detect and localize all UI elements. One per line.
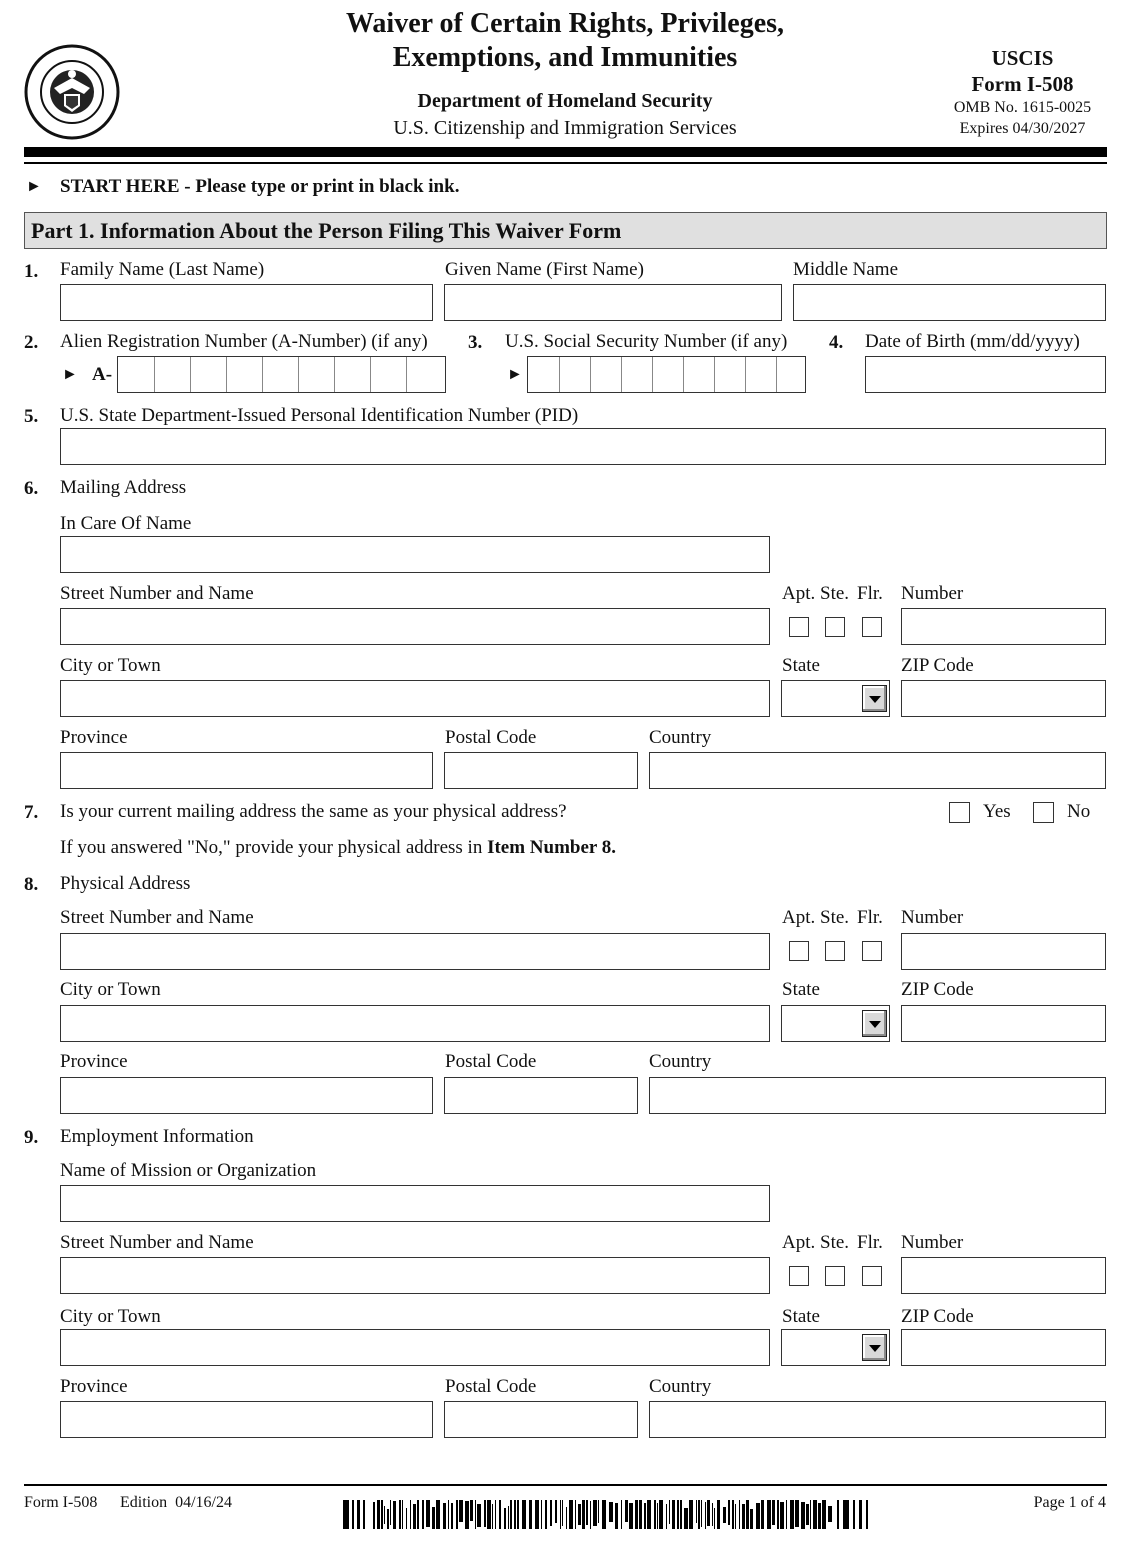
mailing-flr-checkbox[interactable] bbox=[862, 617, 882, 637]
physical-street-field[interactable] bbox=[60, 933, 770, 970]
mailing-city-label: City or Town bbox=[60, 655, 161, 676]
mailing-postal-field[interactable] bbox=[444, 752, 638, 789]
employer-state-select[interactable] bbox=[781, 1329, 890, 1366]
same-address-yes-checkbox[interactable] bbox=[949, 802, 970, 823]
a-number-label: Alien Registration Number (A-Number) (if any) bbox=[60, 331, 428, 352]
item-7-number: 7. bbox=[24, 802, 39, 823]
item-5-number: 5. bbox=[24, 406, 39, 427]
a-number-field[interactable] bbox=[117, 356, 446, 393]
dob-field[interactable] bbox=[865, 356, 1106, 393]
ssn-field[interactable] bbox=[527, 356, 806, 393]
physical-address-label: Physical Address bbox=[60, 873, 191, 894]
employer-zip-label: ZIP Code bbox=[901, 1306, 974, 1327]
physical-ste-label: Ste. bbox=[820, 907, 850, 928]
same-address-yes-label: Yes bbox=[983, 801, 1011, 822]
barcode bbox=[343, 1500, 870, 1529]
employer-ste-label: Ste. bbox=[820, 1232, 850, 1253]
middle-name-field[interactable] bbox=[793, 284, 1106, 321]
mailing-ste-checkbox[interactable] bbox=[825, 617, 845, 637]
organization-label: Name of Mission or Organization bbox=[60, 1160, 317, 1181]
part1-header bbox=[24, 212, 1107, 249]
start-arrow-icon: ► bbox=[26, 178, 42, 195]
header-rule-thin bbox=[24, 162, 1107, 164]
physical-city-label: City or Town bbox=[60, 979, 161, 1000]
chevron-down-icon[interactable] bbox=[862, 1010, 887, 1037]
footer-page-number: Page 1 of 4 bbox=[1033, 1494, 1106, 1511]
same-address-no-checkbox[interactable] bbox=[1033, 802, 1054, 823]
physical-postal-field[interactable] bbox=[444, 1077, 638, 1114]
start-here-text: START HERE - Please type or print in black ink. bbox=[60, 176, 460, 197]
mailing-country-label: Country bbox=[649, 727, 712, 748]
mailing-number-field[interactable] bbox=[901, 608, 1106, 645]
omb-number: OMB No. 1615-0025 bbox=[953, 99, 1092, 116]
physical-ste-checkbox[interactable] bbox=[825, 941, 845, 961]
physical-flr-checkbox[interactable] bbox=[862, 941, 882, 961]
same-address-question: Is your current mailing address the same as your physical address? bbox=[60, 801, 567, 822]
mailing-state-label: State bbox=[782, 655, 820, 676]
physical-zip-label: ZIP Code bbox=[901, 979, 974, 1000]
mailing-zip-label: ZIP Code bbox=[901, 655, 974, 676]
employer-city-label: City or Town bbox=[60, 1306, 161, 1327]
mailing-ste-label: Ste. bbox=[820, 583, 850, 604]
mailing-street-field[interactable] bbox=[60, 608, 770, 645]
employment-info-label: Employment Information bbox=[60, 1126, 254, 1147]
physical-number-label: Number bbox=[901, 907, 964, 928]
physical-postal-label: Postal Code bbox=[445, 1051, 537, 1072]
mailing-apt-checkbox[interactable] bbox=[789, 617, 809, 637]
employer-ste-checkbox[interactable] bbox=[825, 1266, 845, 1286]
employer-number-label: Number bbox=[901, 1232, 964, 1253]
organization-field[interactable] bbox=[60, 1185, 770, 1222]
mailing-address-label: Mailing Address bbox=[60, 477, 187, 498]
employer-street-field[interactable] bbox=[60, 1257, 770, 1294]
mailing-province-field[interactable] bbox=[60, 752, 433, 789]
mailing-country-field[interactable] bbox=[649, 752, 1106, 789]
expiration-date: Expires 04/30/2027 bbox=[959, 120, 1086, 137]
physical-state-label: State bbox=[782, 979, 820, 1000]
given-name-label: Given Name (First Name) bbox=[445, 259, 644, 280]
item-6-number: 6. bbox=[24, 478, 39, 499]
chevron-down-icon[interactable] bbox=[862, 1334, 887, 1361]
family-name-field[interactable] bbox=[60, 284, 433, 321]
mailing-city-field[interactable] bbox=[60, 680, 770, 717]
physical-state-select[interactable] bbox=[781, 1005, 890, 1042]
employer-country-field[interactable] bbox=[649, 1401, 1106, 1438]
ssn-label: U.S. Social Security Number (if any) bbox=[505, 331, 788, 352]
uscis-label: USCIS bbox=[991, 46, 1054, 70]
employer-province-field[interactable] bbox=[60, 1401, 433, 1438]
physical-country-field[interactable] bbox=[649, 1077, 1106, 1114]
department-name: Department of Homeland Security bbox=[417, 90, 713, 112]
in-care-of-field[interactable] bbox=[60, 536, 770, 573]
employer-flr-label: Flr. bbox=[857, 1232, 883, 1253]
physical-apt-checkbox[interactable] bbox=[789, 941, 809, 961]
footer-form-id: Form I-508 bbox=[24, 1494, 98, 1511]
in-care-of-label: In Care Of Name bbox=[60, 513, 192, 534]
agency-name: U.S. Citizenship and Immigration Services bbox=[393, 117, 737, 139]
item-9-number: 9. bbox=[24, 1127, 39, 1148]
employer-zip-field[interactable] bbox=[901, 1329, 1106, 1366]
physical-city-field[interactable] bbox=[60, 1005, 770, 1042]
mailing-state-select[interactable] bbox=[781, 680, 890, 717]
pid-label: U.S. State Department-Issued Personal Identification Number (PID) bbox=[60, 405, 579, 426]
middle-name-label: Middle Name bbox=[793, 259, 899, 280]
form-title-line1: Waiver of Certain Rights, Privileges, bbox=[345, 8, 785, 39]
physical-apt-label: Apt. bbox=[782, 907, 816, 928]
chevron-down-icon[interactable] bbox=[862, 685, 887, 712]
dhs-seal bbox=[24, 44, 120, 140]
employer-state-label: State bbox=[782, 1306, 820, 1327]
item-3-number: 3. bbox=[468, 332, 483, 353]
a-number-arrow-icon: ► bbox=[62, 366, 78, 383]
employer-country-label: Country bbox=[649, 1376, 712, 1397]
employer-apt-checkbox[interactable] bbox=[789, 1266, 809, 1286]
physical-street-label: Street Number and Name bbox=[60, 907, 254, 928]
item-8-number: 8. bbox=[24, 874, 39, 895]
employer-postal-field[interactable] bbox=[444, 1401, 638, 1438]
mailing-postal-label: Postal Code bbox=[445, 727, 537, 748]
physical-flr-label: Flr. bbox=[857, 907, 883, 928]
dob-label: Date of Birth (mm/dd/yyyy) bbox=[865, 331, 1080, 352]
mailing-number-label: Number bbox=[901, 583, 964, 604]
physical-zip-field[interactable] bbox=[901, 1005, 1106, 1042]
mailing-street-label: Street Number and Name bbox=[60, 583, 254, 604]
employer-postal-label: Postal Code bbox=[445, 1376, 537, 1397]
employer-apt-label: Apt. bbox=[782, 1232, 816, 1253]
mailing-zip-field[interactable] bbox=[901, 680, 1106, 717]
family-name-label: Family Name (Last Name) bbox=[60, 259, 265, 280]
same-address-no-label: No bbox=[1067, 801, 1091, 822]
form-title-line2: Exemptions, and Immunities bbox=[392, 42, 738, 73]
mailing-province-label: Province bbox=[60, 727, 128, 748]
mailing-apt-label: Apt. bbox=[782, 583, 816, 604]
physical-number-field[interactable] bbox=[901, 933, 1106, 970]
part1-title: Part 1. Information About the Person Filing This Waiver Form bbox=[31, 218, 622, 243]
physical-province-field[interactable] bbox=[60, 1077, 433, 1114]
employer-number-field[interactable] bbox=[901, 1257, 1106, 1294]
employer-flr-checkbox[interactable] bbox=[862, 1266, 882, 1286]
employer-street-label: Street Number and Name bbox=[60, 1232, 254, 1253]
item-2-number: 2. bbox=[24, 332, 39, 353]
ssn-arrow-icon: ► bbox=[507, 366, 523, 383]
physical-country-label: Country bbox=[649, 1051, 712, 1072]
item-4-number: 4. bbox=[829, 332, 844, 353]
form-id: Form I-508 bbox=[971, 72, 1074, 96]
pid-field[interactable] bbox=[60, 428, 1106, 465]
physical-province-label: Province bbox=[60, 1051, 128, 1072]
a-number-prefix: A- bbox=[92, 364, 113, 385]
employer-province-label: Province bbox=[60, 1376, 128, 1397]
footer-edition: Edition 04/16/24 bbox=[120, 1494, 232, 1511]
note-item-ref: Item Number 8. bbox=[487, 837, 617, 858]
mailing-flr-label: Flr. bbox=[857, 583, 883, 604]
item-1-number: 1. bbox=[24, 261, 39, 282]
same-address-note bbox=[60, 837, 616, 859]
note-text: If you answered "No," provide your physical address in bbox=[60, 837, 488, 858]
given-name-field[interactable] bbox=[444, 284, 782, 321]
header-rule-thick bbox=[24, 147, 1107, 157]
footer-rule bbox=[24, 1484, 1107, 1486]
employer-city-field[interactable] bbox=[60, 1329, 770, 1366]
